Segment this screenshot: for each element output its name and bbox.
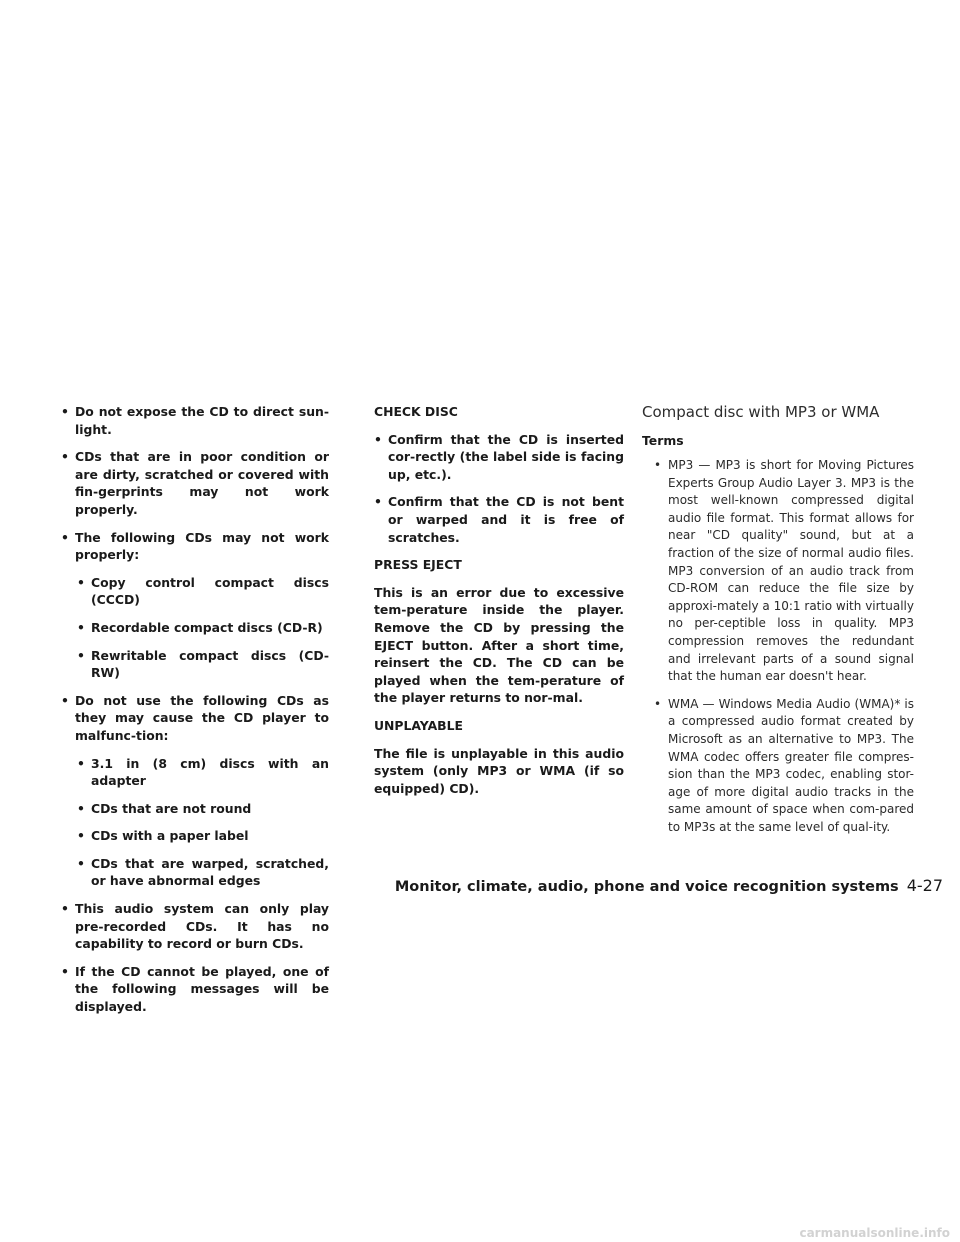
- list-item: [61, 963, 329, 1016]
- list-item: [61, 529, 329, 564]
- list-item-text: The following CDs may not work properly:: [75, 529, 329, 563]
- list-item-text: 3.1 in (8 cm) discs with an adapter: [91, 755, 329, 789]
- bullet-icon: •: [61, 529, 69, 545]
- list-item: [654, 696, 914, 837]
- list-item-text: CDs with a paper label: [91, 828, 249, 844]
- bullet-icon: •: [654, 696, 662, 711]
- list-item: [61, 403, 329, 438]
- list-item-text: Copy control compact discs (CCCD): [91, 574, 329, 608]
- middle-column: [374, 403, 624, 807]
- unplayable-text: The file is unplayable in this audio system (only MP3 or WMA (if so equipped) CD).: [374, 745, 624, 796]
- sub-list-item: [77, 574, 329, 609]
- list-item-text: Confirm that the CD is not bent or warped and it is free of scratches.: [388, 494, 624, 545]
- left-column: [61, 403, 329, 1026]
- list-item-text: Recordable compact discs (CD-R): [91, 619, 323, 635]
- list-item-text: Rewritable compact discs (CD-RW): [91, 647, 329, 681]
- list-item-text: This audio system can only play pre-recorded CDs. It has no capability to record or burn CDs.: [75, 901, 329, 952]
- list-item: [61, 900, 329, 953]
- bullet-icon: •: [61, 449, 69, 465]
- bullet-icon: •: [77, 828, 85, 844]
- press-eject-text: This is an error due to excessive tem-perature inside the player. Remove the CD by pressing the EJECT button. After a short time, reinsert the CD. The CD can be played when the tem-perature of the player returns to nor-mal.: [374, 584, 624, 706]
- sub-list-item: [77, 619, 329, 637]
- check-disc-title: CHECK DISC: [374, 404, 458, 419]
- page-number: 4-27: [906, 876, 943, 895]
- list-item: [61, 448, 329, 518]
- list-item-text: Do not use the following CDs as they may cause the CD player to malfunc-tion:: [75, 692, 329, 743]
- bullet-icon: •: [374, 431, 382, 447]
- sub-list-item: [77, 827, 329, 845]
- list-item-text: CDs that are warped, scratched, or have abnormal edges: [91, 855, 329, 889]
- sub-list-item: [77, 800, 329, 818]
- right-column: [642, 403, 914, 846]
- list-item-text: CDs that are in poor condition or are dirty, scratched or covered with fin-gerprints may not work properly.: [75, 449, 329, 517]
- sub-list-item: [77, 755, 329, 790]
- bullet-icon: •: [77, 647, 85, 663]
- list-item-text: Confirm that the CD is inserted cor-rectly (the label side is facing up, etc.).: [388, 431, 624, 482]
- unplayable-title: UNPLAYABLE: [374, 717, 463, 733]
- bullet-icon: •: [77, 619, 85, 635]
- footer-section-title: Monitor, climate, audio, phone and voice recognition systems: [394, 879, 899, 895]
- bullet-icon: •: [61, 963, 69, 979]
- list-item: [374, 493, 624, 546]
- page-footer: [0, 876, 943, 895]
- bullet-icon: •: [77, 574, 85, 590]
- bullet-icon: •: [654, 458, 662, 472]
- bullet-icon: •: [77, 800, 85, 816]
- bullet-icon: •: [61, 692, 69, 708]
- bullet-icon: •: [61, 901, 69, 917]
- list-item-text: WMA — Windows Media Audio (WMA)* is a compressed audio format created by Microsoft as an alternative to MP3. The WMA codec offers greater file compres-sion than the MP3 codec, enabling stor-age of more digital audio tracks in the same amount of space when com-pared to MP3s at the same level of qual-ity.: [668, 696, 914, 834]
- list-item-text: If the CD cannot be played, one of the following messages will be displayed.: [75, 963, 329, 1015]
- bullet-icon: •: [77, 855, 85, 871]
- bullet-icon: •: [61, 404, 69, 419]
- list-item: [654, 457, 914, 686]
- terms-title: Terms: [642, 433, 684, 448]
- list-item-text: MP3 — MP3 is short for Moving Pictures Experts Group Audio Layer 3. MP3 is the most well-known compressed digital audio file format. This format allows for near "CD quality" sound, but at a fraction of the size of normal audio files. MP3 conversion of an audio track from CD-ROM can reduce the file size by approxi-mately a 10:1 ratio with virtually no per-ceptible loss in quality. MP3 compression removes the redundant and irrelevant parts of a sound signal that the human ear doesn't hear.: [668, 458, 914, 684]
- bullet-icon: •: [374, 494, 382, 510]
- press-eject-title: PRESS EJECT: [374, 557, 462, 573]
- list-item-text: CDs that are not round: [91, 800, 252, 816]
- bullet-icon: •: [77, 755, 85, 771]
- list-item: [61, 692, 329, 745]
- watermark-text: carmanualsonline.info: [799, 1226, 950, 1240]
- watermark: [0, 1228, 960, 1242]
- list-item: [374, 431, 624, 484]
- list-item-text: Do not expose the CD to direct sun-light.: [75, 404, 329, 437]
- sub-list-item: [77, 647, 329, 682]
- section-heading: Compact disc with MP3 or WMA: [642, 403, 880, 421]
